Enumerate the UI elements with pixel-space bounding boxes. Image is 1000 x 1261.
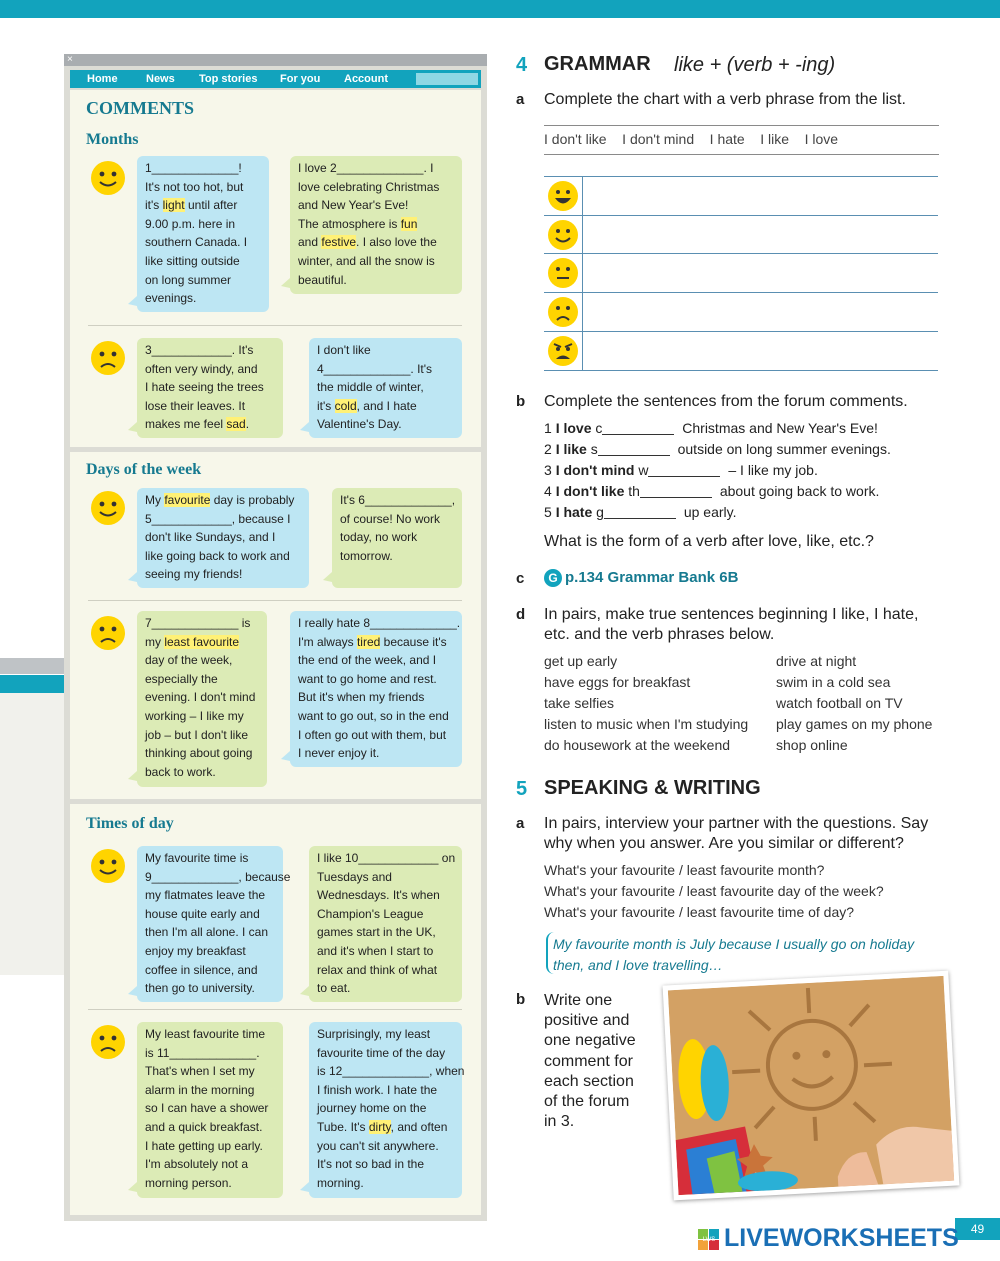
sentence-row	[544, 439, 891, 460]
comment-line: don't like Sundays, and I	[145, 530, 276, 545]
comment-line: 3____________. It's	[145, 343, 254, 357]
task-letter: b	[516, 393, 526, 410]
task-letter: a	[516, 91, 525, 108]
task-instruction: why when you answer. Are you similar or different?	[544, 835, 904, 852]
nav-top-stories[interactable]: Top stories	[199, 73, 258, 85]
grammar-bank-icon: G	[544, 569, 562, 587]
comment-line: like going back to work and	[145, 548, 290, 563]
comment-line: love celebrating Christmas	[298, 179, 440, 194]
forum-titlebar	[64, 54, 487, 66]
example-line: My favourite month is July because I usually go on holiday	[553, 936, 915, 952]
comment-line: 1_____________!	[145, 161, 242, 175]
comment-line: then I'm all alone. I can	[145, 925, 269, 940]
forum-window	[64, 54, 487, 1221]
sentence-verb: I love	[555, 420, 596, 436]
sentence-number: 4	[544, 483, 556, 499]
comment-line: It's not too hot, but	[145, 179, 244, 194]
comment-line: games start in the UK,	[317, 925, 436, 940]
comment-bubble	[309, 338, 462, 438]
comment-line: want to go out, so in the end	[298, 708, 449, 723]
section-title-months: Months	[86, 131, 139, 148]
comment-line: beautiful.	[298, 272, 347, 287]
chart-answer-cell[interactable]	[583, 293, 938, 330]
comment-line: and New Year's Eve!	[298, 198, 409, 213]
example-answer	[553, 934, 914, 976]
sentence-rest: up early.	[679, 504, 737, 520]
sentence-start: w	[638, 462, 649, 478]
nav-home[interactable]: Home	[87, 73, 118, 85]
sentence-row	[544, 481, 891, 502]
comment-line: morning.	[317, 1175, 364, 1190]
comment-line: you can't sit anywhere.	[317, 1138, 439, 1153]
sentence-row	[544, 460, 891, 481]
chart-answer-cell[interactable]	[583, 332, 938, 369]
comment-line: thinking about going	[145, 746, 253, 761]
comment-line: evenings.	[145, 291, 197, 306]
phrase-item: get up early	[544, 653, 618, 669]
comment-line: it's cold, and I hate	[317, 398, 417, 413]
chart-line	[544, 370, 938, 371]
comment-line: back to work.	[145, 764, 216, 779]
task-instruction: Complete the sentences from the forum comments.	[544, 393, 908, 410]
comment-line: I like 10____________ on	[317, 851, 456, 865]
highlighted-word: light	[162, 198, 185, 213]
side-tab-grey	[0, 658, 64, 674]
comment-line: Surprisingly, my least	[317, 1027, 431, 1041]
sentence-verb: I like	[555, 441, 591, 457]
comment-line: my flatmates leave the	[145, 888, 266, 903]
comment-line: evening. I don't mind	[145, 690, 256, 705]
top-color-bar	[0, 0, 1000, 18]
comment-line: the end of the week, and I	[298, 653, 437, 668]
comment-line: 9_____________, because	[145, 869, 291, 884]
comment-line: I finish work. I hate the	[317, 1082, 438, 1097]
section-heading: GRAMMAR	[544, 53, 651, 75]
comment-line: Tube. It's dirty, and often	[317, 1119, 448, 1134]
question-text: What is the form of a verb after love, like, etc.?	[544, 533, 874, 550]
highlighted-word: fun	[400, 216, 418, 231]
phrase-item: shop online	[776, 737, 848, 753]
nav-news[interactable]: News	[146, 73, 175, 85]
forum-nav	[70, 70, 481, 88]
instruction-line: positive and	[544, 1012, 630, 1030]
word-list-item: I hate	[709, 131, 745, 147]
sentence-start: th	[628, 483, 640, 499]
smiling-face-icon	[547, 219, 579, 251]
word-list-item: I don't mind	[622, 131, 695, 147]
happy-face-icon	[90, 848, 126, 884]
sad-face-icon	[90, 615, 126, 651]
comment-line: 9.00 p.m. here in	[145, 216, 236, 231]
answer-blank[interactable]	[602, 434, 674, 435]
word-list	[544, 131, 838, 147]
comment-line: I hate getting up early.	[145, 1138, 263, 1153]
sentence-number: 2	[544, 441, 556, 457]
sentence-start: s	[590, 441, 598, 457]
comment-bubble	[137, 846, 291, 1002]
divider	[544, 125, 939, 126]
nav-account[interactable]: Account	[344, 73, 388, 85]
comment-line: favourite time of the day	[317, 1045, 446, 1060]
phrase-list-right	[776, 651, 932, 756]
question-item: What's your favourite / least favourite month?	[544, 862, 825, 878]
comment-line: I don't like	[317, 343, 371, 357]
task-letter: d	[516, 606, 526, 623]
comment-line: today, no work	[340, 530, 418, 545]
comment-line: and a quick breakfast.	[145, 1119, 263, 1134]
instruction-line: comment for	[544, 1052, 633, 1070]
comment-line: the middle of winter,	[317, 380, 424, 395]
comment-bubble	[290, 156, 462, 294]
comment-line: and it's when I start to	[317, 943, 434, 958]
comment-line: Tuesdays and	[317, 869, 392, 884]
comment-bubble	[137, 488, 309, 588]
happy-face-icon	[90, 490, 126, 526]
comment-line: I'm always tired because it's	[298, 634, 447, 649]
comments-heading: COMMENTS	[86, 98, 194, 118]
sentence-start: g	[596, 504, 604, 520]
comment-bubble	[332, 488, 462, 588]
highlighted-word: sad	[226, 417, 246, 432]
question-list	[544, 860, 884, 923]
angry-face-icon	[547, 335, 579, 367]
sentence-row	[544, 418, 891, 439]
sentence-rest: – I like my job.	[724, 462, 818, 478]
comment-line: 5____________, because I	[145, 511, 291, 526]
comment-line: journey home on the	[317, 1101, 427, 1116]
chart-answer-cell[interactable]	[583, 177, 938, 214]
comment-line: Wednesdays. It's when	[317, 888, 440, 903]
side-tab-panel	[0, 693, 64, 975]
comment-line: southern Canada. I	[145, 235, 248, 250]
phrase-item: watch football on TV	[776, 695, 903, 711]
sentence-list	[544, 418, 891, 523]
comment-bubble	[137, 611, 267, 787]
comment-line: 7_____________ is	[145, 616, 251, 630]
close-icon[interactable]: ×	[67, 54, 73, 65]
side-tab-blue	[0, 675, 64, 693]
answer-blank[interactable]	[598, 455, 670, 456]
sentence-number: 5	[544, 504, 556, 520]
comment-line: morning person.	[145, 1175, 232, 1190]
sentence-rest: outside on long summer evenings.	[673, 441, 891, 457]
highlighted-word: favourite	[164, 493, 211, 507]
comment-bubble	[309, 1022, 465, 1198]
task-letter: c	[516, 570, 525, 587]
task-instruction: In pairs, interview your partner with the questions. Say	[544, 815, 929, 832]
answer-blank[interactable]	[604, 518, 676, 519]
comment-line: of course! No work	[340, 511, 441, 526]
highlighted-word: least favourite	[164, 634, 240, 649]
example-line: then, and I love travelling…	[553, 957, 723, 973]
comment-line: my least favourite	[145, 634, 240, 649]
question-item: What's your favourite / least favourite time of day?	[544, 904, 855, 920]
comment-bubble	[309, 846, 462, 1002]
phrase-item: have eggs for breakfast	[544, 674, 691, 690]
comment-line: is 12_____________, when	[317, 1064, 465, 1079]
comment-bubble	[137, 338, 283, 438]
comment-line: is 11_____________.	[145, 1045, 260, 1060]
comment-line: It's not so bad in the	[317, 1157, 425, 1172]
phrase-item: play games on my phone	[776, 716, 933, 732]
laughing-face-icon	[547, 180, 579, 212]
sentence-verb: I don't like	[555, 483, 629, 499]
question-item: What's your favourite / least favourite day of the week?	[544, 883, 884, 899]
highlighted-word: tired	[356, 634, 381, 649]
answer-blank[interactable]	[648, 476, 720, 477]
comment-line: often very windy, and	[145, 361, 258, 376]
word-list-item: I love	[804, 131, 839, 147]
sentence-number: 3	[544, 462, 556, 478]
sentence-start: c	[595, 420, 603, 436]
comment-line: lose their leaves. It	[145, 398, 246, 413]
comment-line: tomorrow.	[340, 548, 393, 563]
comment-line: My favourite day is probably	[145, 493, 295, 507]
sad-face-icon	[547, 296, 579, 328]
divider	[88, 325, 462, 326]
task-letter: a	[516, 815, 525, 832]
comment-line: day of the week,	[145, 653, 233, 668]
comment-line: I never enjoy it.	[298, 746, 380, 761]
chart-answer-cell[interactable]	[583, 216, 938, 252]
neutral-face-icon	[547, 257, 579, 289]
sentence-verb: I hate	[555, 504, 597, 520]
comment-line: it's light until after	[145, 198, 238, 213]
comment-line: job – but I don't like	[145, 727, 249, 742]
comment-line: so I can have a shower	[145, 1101, 269, 1116]
section-title-times: Times of day	[86, 815, 174, 832]
comment-line: Valentine's Day.	[317, 417, 402, 432]
instruction-line: of the forum	[544, 1093, 630, 1111]
sad-face-icon	[90, 1024, 126, 1060]
section-title-days: Days of the week	[86, 461, 202, 478]
phrase-item: do housework at the weekend	[544, 737, 731, 753]
task-instruction: etc. and the verb phrases below.	[544, 626, 775, 643]
divider	[544, 154, 939, 155]
instruction-line: in 3.	[544, 1113, 575, 1131]
answer-blank[interactable]	[640, 497, 712, 498]
search-input[interactable]	[416, 73, 478, 85]
comment-bubble	[137, 1022, 283, 1198]
sand-drawing-image	[668, 976, 954, 1195]
heading-subtitle: like + (verb + -ing)	[674, 54, 836, 76]
happy-face-icon	[90, 160, 126, 196]
comment-bubble	[290, 611, 462, 767]
divider	[88, 1009, 462, 1010]
comment-line: It's 6_____________,	[340, 493, 456, 507]
sentence-number: 1	[544, 420, 556, 436]
section-number: 5	[516, 778, 528, 800]
section-heading: SPEAKING & WRITING	[544, 777, 761, 799]
phrase-item: drive at night	[776, 653, 857, 669]
section-number: 4	[516, 54, 528, 76]
phrase-list-left	[544, 651, 748, 756]
task-instruction	[544, 991, 636, 1132]
comment-line: My favourite time is	[145, 851, 249, 865]
comment-line: Champion's League	[317, 906, 424, 921]
sentence-rest: about going back to work.	[715, 483, 880, 499]
comment-line: I really hate 8_____________.	[298, 616, 461, 630]
comment-bubble	[137, 156, 269, 312]
highlighted-word: festive	[321, 235, 357, 250]
comment-line: especially the	[145, 671, 218, 686]
instruction-line: one negative	[544, 1032, 636, 1050]
phrase-item: swim in a cold sea	[776, 674, 891, 690]
divider	[88, 600, 462, 601]
highlighted-word: dirty	[368, 1119, 391, 1134]
comment-line: But it's when my friends	[298, 690, 425, 705]
comment-line: like sitting outside	[145, 253, 240, 268]
comment-line: enjoy my breakfast	[145, 943, 246, 958]
comment-line: coffee in silence, and	[145, 962, 258, 977]
task-letter: b	[516, 991, 526, 1008]
chart-answer-cell[interactable]	[583, 254, 938, 291]
sad-face-icon	[90, 340, 126, 376]
comment-line: My least favourite time	[145, 1027, 266, 1041]
sentence-verb: I don't mind	[555, 462, 639, 478]
comment-line: want to go home and rest.	[298, 671, 437, 686]
task-instruction: Complete the chart with a verb phrase from the list.	[544, 91, 906, 108]
task-instruction: In pairs, make true sentences beginning I like, I hate,	[544, 606, 919, 623]
comment-line: seeing my friends!	[145, 567, 243, 582]
word-list-item: I don't like	[544, 131, 607, 147]
page-number: 49	[955, 1218, 1000, 1240]
comment-line: The atmosphere is fun	[298, 216, 418, 231]
word-list-item: I like	[760, 131, 790, 147]
grammar-bank-link[interactable]: p.134 Grammar Bank 6B	[565, 569, 739, 586]
liveworksheets-logo-icon	[698, 1229, 720, 1251]
comment-line: to eat.	[317, 981, 351, 996]
comment-line: I love 2_____________. I	[298, 161, 434, 175]
sentence-row	[544, 502, 891, 523]
logo-icon-text: LWS	[702, 1237, 716, 1243]
comment-line: house quite early and	[145, 906, 260, 921]
comment-line: I'm absolutely not a	[145, 1157, 249, 1172]
beach-sun-photo	[663, 971, 960, 1201]
instruction-line: Write one	[544, 992, 613, 1009]
comment-line: alarm in the morning	[145, 1082, 255, 1097]
comment-line: winter, and all the snow is	[298, 253, 435, 268]
comment-line: 4_____________. It's	[317, 361, 433, 376]
comment-line: on long summer	[145, 272, 232, 287]
comment-line: then go to university.	[145, 981, 255, 996]
comment-line: working – I like my	[145, 708, 244, 723]
phrase-item: listen to music when I'm studying	[544, 716, 749, 732]
phrase-item: take selfies	[544, 695, 615, 711]
comment-line: I hate seeing the trees	[145, 380, 264, 395]
sentence-rest: Christmas and New Year's Eve!	[678, 420, 878, 436]
nav-for-you[interactable]: For you	[280, 73, 321, 85]
comment-line: I often go out with them, but	[298, 727, 447, 742]
comment-line: That's when I set my	[145, 1064, 255, 1079]
comment-line: and festive. I also love the	[298, 235, 437, 250]
comment-line: relax and think of what	[317, 962, 438, 977]
highlighted-word: cold	[334, 398, 357, 413]
instruction-line: each section	[544, 1072, 634, 1090]
comment-line: makes me feel sad.	[145, 417, 250, 432]
liveworksheets-brand[interactable]: LIVEWORKSHEETS	[724, 1224, 959, 1252]
